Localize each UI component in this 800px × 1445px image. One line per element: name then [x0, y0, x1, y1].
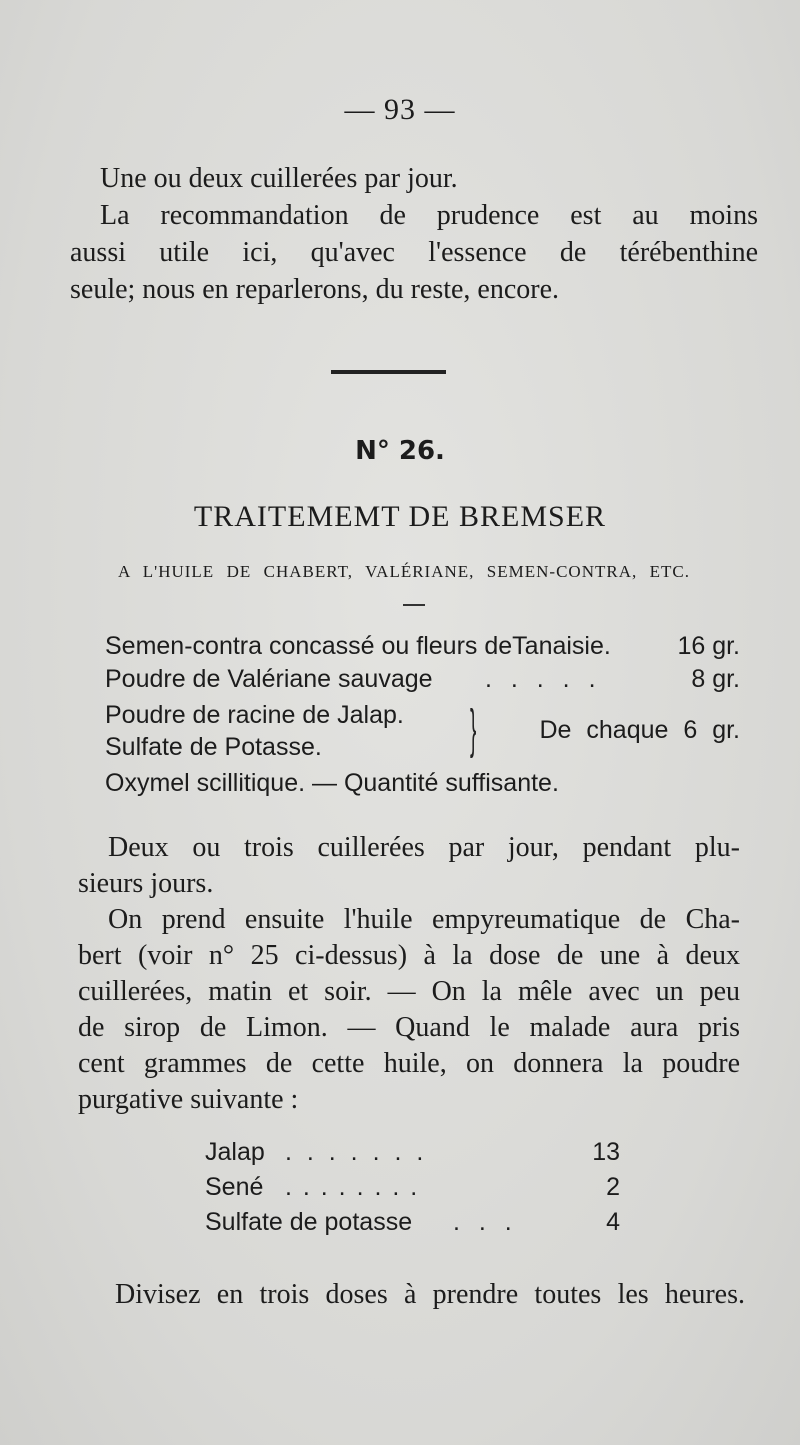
instruction-line-3: On prend ensuite l'huile empyreumatique de Cha-: [108, 904, 740, 935]
ingredient-name: Semen-contra concassé ou fleurs deTanaisie.: [105, 632, 611, 660]
purgative-dots: . . . . . . . .: [285, 1173, 420, 1201]
section-divider: [331, 370, 446, 374]
ingredient-qty: 16 gr.: [677, 632, 740, 660]
purgative-row: [205, 1208, 620, 1242]
ingredient-name: Sulfate de Potasse.: [105, 733, 322, 761]
purgative-qty: 2: [606, 1173, 620, 1201]
purgative-dots: . . .: [453, 1208, 518, 1236]
ingredient-name: Poudre de racine de Jalap.: [105, 701, 404, 729]
purgative-dots: . . . . . . .: [285, 1138, 428, 1166]
purgative-qty: 4: [606, 1208, 620, 1236]
group-quantity-row: [523, 716, 740, 748]
purgative-row: [205, 1173, 620, 1207]
ingredient-row: [105, 733, 465, 765]
page-number: — 93 —: [344, 93, 456, 126]
ingredient-row: [105, 665, 740, 697]
ingredient-name: Poudre de Valériane sauvage: [105, 665, 433, 693]
instruction-line-1: Deux ou trois cuillerées par jour, pendant plu-: [108, 832, 740, 863]
recipe-subtitle: A L'HUILE DE CHABERT, VALÉRIANE, SEMEN-CONTRA, ETC.: [118, 562, 690, 581]
instruction-line-2: sieurs jours.: [78, 868, 214, 899]
closing-paragraph: [115, 1276, 745, 1313]
purgative-name: Sené: [205, 1173, 264, 1201]
instruction-line-5: cuillerées, matin et soir. — On la mêle avec un peu: [78, 976, 740, 1007]
purgative-name: Sulfate de potasse: [205, 1208, 413, 1236]
closing-line: Divisez en trois doses à prendre toutes les heures.: [115, 1279, 745, 1310]
ingredient-row: [105, 769, 740, 801]
purgative-qty: 13: [592, 1138, 620, 1166]
intro-line-4: seule; nous en reparlerons, du reste, encore.: [70, 274, 560, 305]
intro-paragraph: [70, 160, 758, 308]
ingredient-row: [105, 632, 740, 664]
instruction-line-8: purgative suivante :: [78, 1084, 299, 1115]
small-divider: [403, 604, 425, 606]
purgative-name: Jalap: [205, 1138, 265, 1166]
ingredient-row: [105, 701, 465, 733]
intro-line-1: Une ou deux cuillerées par jour.: [100, 163, 458, 194]
recipe-title: TRAITEMEMT DE BREMSER: [193, 500, 607, 533]
recipe-number: N° 26.: [355, 436, 445, 466]
ingredient-name: Oxymel scillitique. — Quantité suffisante.: [105, 769, 559, 797]
ingredient-qty: 8 gr.: [691, 665, 740, 693]
instruction-line-6: de sirop de Limon. — Quand le malade aura pris: [78, 1012, 740, 1043]
intro-line-2: La recommandation de prudence est au moins: [100, 200, 758, 231]
instruction-line-7: cent grammes de cette huile, on donnera la poudre: [78, 1048, 740, 1079]
group-quantity: De chaque 6 gr.: [539, 716, 740, 744]
brace-icon: }: [470, 699, 477, 759]
ingredient-dots: . . . . .: [485, 665, 602, 693]
purgative-row: [205, 1138, 620, 1172]
intro-line-3: aussi utile ici, qu'avec l'essence de térébenthine: [70, 237, 758, 268]
instructions-paragraph: [78, 830, 740, 1118]
instruction-line-4: bert (voir n° 25 ci-dessus) à la dose de une à deux: [78, 940, 740, 971]
